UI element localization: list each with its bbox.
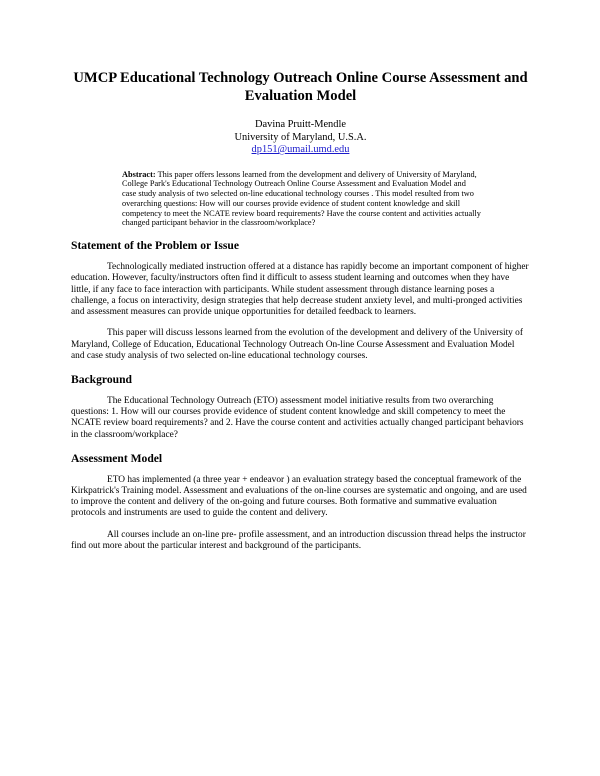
section-problem [71,239,530,362]
section-heading: Statement of the Problem or Issue [71,239,239,253]
abstract [122,170,482,229]
paragraph: ETO has implemented (a three year + endeavor ) an evaluation strategy based the conceptual framework of the Kirkpatrick's Training model. Assessment and evaluations of the on-line courses are systematic and ongoing, and are used to improve the content and delivery of the on-going and future courses. Both formative and summative evaluation protocols and instruments are used to guide the content and delivery. [71,474,527,519]
author-name: Davina Pruitt-Mendle [255,119,346,130]
author-affiliation: University of Maryland, U.S.A. [234,131,367,143]
paragraph: The Educational Technology Outreach (ETO) assessment model initiative results from two overarching questions: 1. How will our courses provide evidence of student content knowledge and skill competency to meet the NCATE review board requirements? and 2. Have the course content and activities actually changed participant behaviors in the classroom/workplace? [71,395,524,440]
abstract-label: Abstract: [122,169,156,179]
section-heading: Background [71,372,132,386]
section-assessment-model [71,452,530,552]
author-block [71,119,530,157]
abstract-text: This paper offers lessons learned from the development and delivery of University of Maryland, College Park's Educational Technology Outreach Online Course Assessment and Evaluation Model and case study analysis of two selected on-line educational technology courses . This model resulted from two overarching questions: How will our courses provide evidence of student content knowledge and skill competency to meet the NCATE review board requirements? Have the course content and activities actually changed participant behavior in the classroom/workplace? [122,169,481,228]
section-background [71,373,530,441]
paragraph: This paper will discuss lessons learned from the evolution of the development and delivery of the University of Maryland, College of Education, Educational Technology Outreach On-line Course Assessment and Evaluation Model and case study analysis of two selected on-line educational technology courses. [71,328,523,361]
paragraph: All courses include an on-line pre- profile assessment, and an introduction discussion thread helps the instructor find out more about the particular interest and background of the participants. [71,529,526,551]
section-heading: Assessment Model [71,451,163,465]
paper-title: UMCP Educational Technology Outreach Online Course Assessment and Evaluation Model [73,70,528,104]
paragraph: Technologically mediated instruction offered at a distance has rapidly become an important component of higher education. However, faculty/instructors often find it difficult to assess student learning and outcomes when they have little, if any face to face interaction with participants. While student assessment through distance learning poses a challenge, a focus on interactivity, design strategies that help decrease student anxiety level, and multi-pronged activities and assessment measures can provide unique opportunities for detailed feedback to learners. [71,262,529,318]
author-email-link[interactable]: dp151@umail.umd.edu [251,144,350,155]
